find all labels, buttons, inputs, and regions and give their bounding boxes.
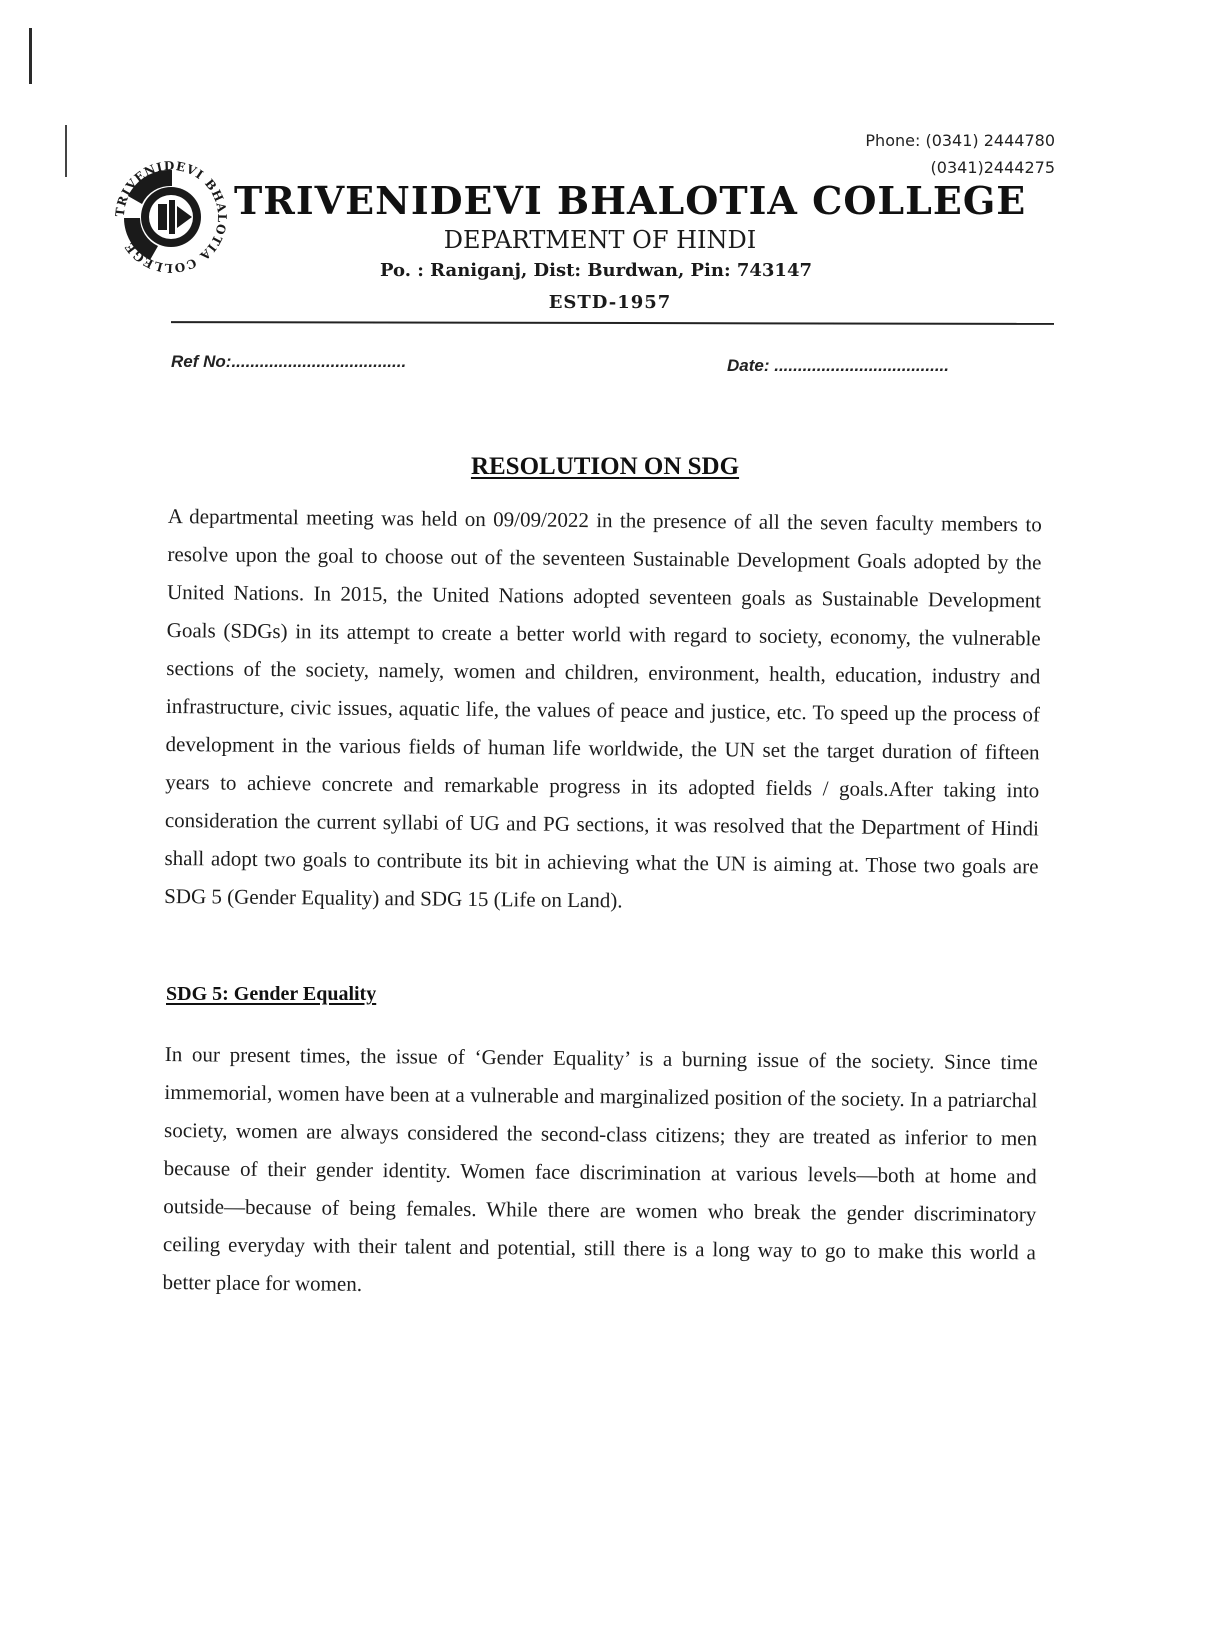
establishment-year: ESTD-1957	[548, 292, 672, 313]
department-name: DEPARTMENT OF HINDI	[443, 226, 757, 254]
reference-number: Ref No:.....................................	[171, 352, 407, 371]
college-logo-seal	[110, 156, 232, 278]
gender-equality-paragraph: In our present times, the issue of ‘Gender Equality’ is a burning issue of the society. Since time immemorial, women have been at a vulnerable and marginalized position of the society. In a patriarchal society, women are always considered the second-class citizens; they are treated as inferior to men because of their gender identity. Women face discrimination at various levels—both at home and outside—because of being females. While there are women who break the gender discriminatory ceiling everyday with their talent and potential, still there is a long way to go to make this world a better place for women.	[162, 1041, 1038, 1296]
phone-line-2: (0341)2444275	[930, 158, 1055, 177]
header-divider	[171, 321, 1054, 325]
scan-artifact-mark	[65, 125, 67, 177]
resolution-paragraph: A departmental meeting was held on 09/09/2022 in the presence of all the seven faculty members to resolve upon the goal to choose out of the seventeen Sustainable Development Goals adopted by the United Nations. In 2015, the United Nations adopted seventeen goals as Sustainable Development Goals (SDGs) in its attempt to create a better world with regard to society, economy, the vulnerable sections of the society, namely, women and children, environment, health, education, industry and infrastructure, civic issues, aquatic life, the values of peace and justice, etc. To speed up the process of development in the various fields of human life worldwide, the UN set the target duration of fifteen years to achieve concrete and remarkable progress in its adopted fields / goals.After taking into consideration the current syllabi of UG and PG sections, it was resolved that the Department of Hindi shall adopt two goals to contribute its bit in achieving what the UN is aiming at. Those two goals are SDG 5 (Gender Equality) and SDG 15 (Life on Land).	[164, 503, 1042, 913]
college-name: TRIVENIDEVI BHALOTIA COLLEGE	[234, 178, 1027, 223]
phone-block	[850, 127, 1055, 181]
date-field: Date: .....................................	[727, 356, 949, 375]
phone-line-1: Phone: (0341) 2444780	[865, 131, 1055, 150]
college-address: Po. : Raniganj, Dist: Burdwan, Pin: 743147	[380, 260, 812, 281]
scan-artifact-mark	[29, 28, 32, 84]
document-title: RESOLUTION ON SDG	[470, 453, 740, 480]
section-heading-sdg5: SDG 5: Gender Equality	[166, 983, 377, 1005]
logo-seal-text: TRIVENIDEVI BHALOTIA COLLEGE	[112, 158, 230, 276]
